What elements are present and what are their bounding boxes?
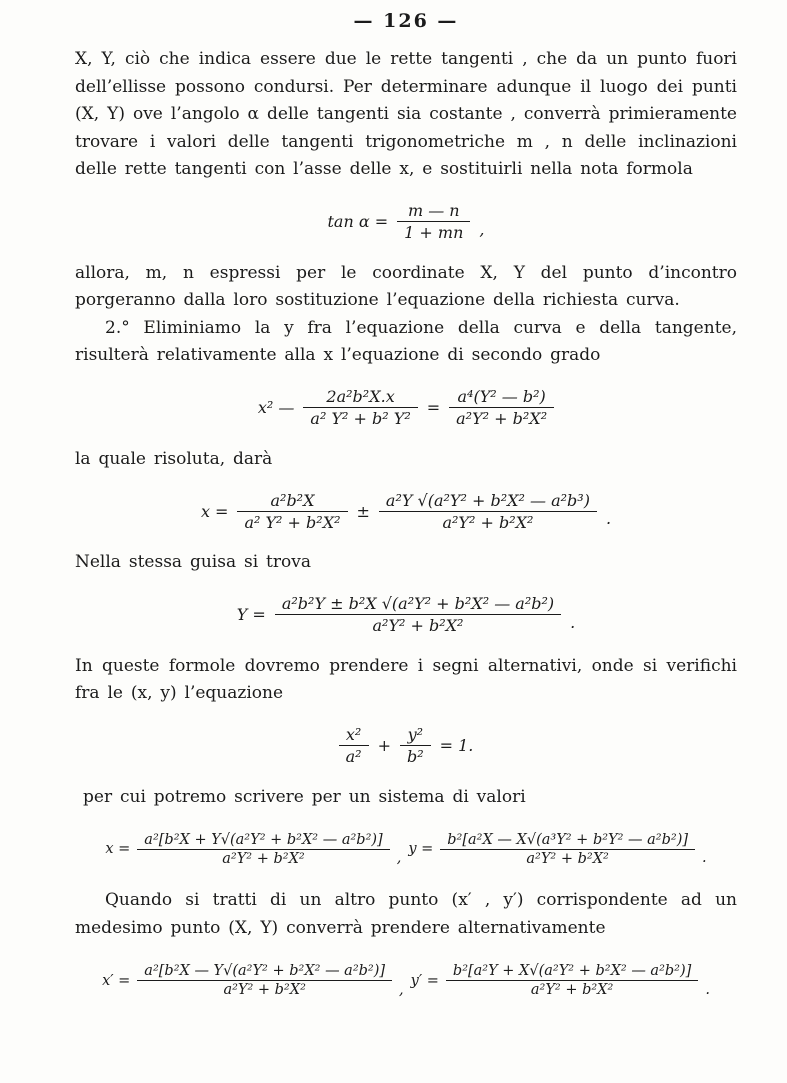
math-denominator: a² [339,745,369,767]
formula-ellipse-equation [75,717,737,775]
math-plus: + [377,736,391,756]
math-numerator: m — n [407,201,460,221]
paragraph-per-cui: per cui potremo scrivere per un sistema di valori [83,786,526,807]
math-denominator: a²Y² + b²X² [137,849,389,868]
math-denominator: a²Y² + b²X² [379,511,597,533]
paragraph-quando-si-tratti: Quando si tratti di un altro punto (x′ , y′) corrispondente ad un medesimo punto (X, Y) converrà prendere alternativamente [75,890,737,938]
math-lhs: x = [105,841,131,858]
math-numerator: a⁴(Y² — b²) [457,387,546,407]
math-lhs: Y = [236,605,266,625]
math-numerator: x² [345,725,362,745]
paragraph-eliminiamo: 2.° Eliminiamo la y fra l’equazione della curva e della tangente, risulterà relativamente alla x l’equazione di secondo grado [75,317,737,366]
paragraph-allora: allora, m, n espressi per le coordinate X, Y del punto d’incontro porgeranno dalla loro sostituzione l’equazione della richiesta curva. [75,262,737,311]
math-separator: , [399,981,404,998]
math-lhs: x = [200,501,229,521]
paragraph-nella-stessa: Nella stessa guisa si trova [75,552,311,573]
fraction [397,200,470,243]
math-punctuation: . [570,612,576,632]
math-numerator: 2a²b²X.x [326,387,395,407]
fraction [400,724,431,767]
math-numerator: b²[a²X — X√(a³Y² + b²Y² — a²b²)] [447,831,689,848]
math-numerator: y² [407,725,424,745]
math-punctuation: . [702,850,707,867]
paragraph-tangents-intro: X, Y, ciò che indica essere due le rette tangenti , che da un punto fuori dell’ellisse possono condursi. Per determinare adunque il luogo dei punti (X, Y) ove l’angolo α delle tangenti sia costante , converrà primieramente trovare i valori delle tangenti trigonometriche m , n delle inclinazioni delle rette tangenti con l’asse delle x, e sostituirli nella nota formola [75,49,737,180]
math-lhs: x′ = [102,972,131,989]
formula-tan-alpha [75,193,737,251]
math-equals-one: = 1. [439,736,474,756]
math-denominator: 1 + mn [397,221,470,243]
math-lhs: y′ = [410,972,439,989]
fraction [137,831,389,868]
fraction [449,386,554,429]
paragraph-la-quale: la quale risoluta, darà [75,448,273,469]
math-numerator: a²[b²X + Y√(a²Y² + b²X² — a²b²)] [144,831,383,848]
fraction [237,490,347,533]
paragraph-in-queste-formole: In queste formole dovremo prendere i segni alternativi, onde si verifichi fra le (x, y) l’equazione [75,655,737,704]
math-punctuation: , [479,219,485,239]
math-plus-minus: ± [356,501,370,521]
math-separator: , [396,850,402,867]
formula-Y-solution [75,586,737,644]
math-punctuation: . [605,509,612,529]
math-denominator: a² Y² + b²X² [237,511,347,533]
math-numerator: a²[b²X — Y√(a²Y² + b²X² — a²b²)] [144,963,386,979]
formula-xy-system [61,820,751,878]
fraction [275,593,561,636]
fraction [379,490,597,533]
fraction [137,962,392,999]
math-denominator: b² [400,745,431,767]
fraction [303,386,417,429]
formula-second-degree-equation [75,379,737,437]
math-denominator: a² Y² + b² Y² [303,407,417,429]
math-lhs: y = [408,841,434,858]
page-number-header: — 126 — [353,10,459,32]
math-punctuation: . [705,981,710,998]
math-denominator: a²Y² + b²X² [275,614,561,636]
math-denominator: a²Y² + b²X² [440,849,695,868]
fraction [440,831,695,868]
math-lhs: tan α = [327,212,389,232]
math-numerator: a²b²Y ± b²X √(a²Y² + b²X² — a²b²) [281,594,555,614]
formula-x-solution [75,482,737,540]
fraction [446,962,698,999]
math-numerator: b²[a²Y + X√(a²Y² + b²X² — a²b²)] [452,963,692,979]
math-equals: = [426,398,441,418]
formula-xy-prime-system [61,952,751,1010]
math-lhs: x² — [257,398,295,418]
math-denominator: a²Y² + b²X² [449,407,554,429]
math-numerator: a²b²X [270,490,315,510]
fraction [339,724,369,767]
math-denominator: a²Y² + b²X² [446,980,698,999]
math-numerator: a²Y √(a²Y² + b²X² — a²b³) [385,490,590,510]
math-denominator: a²Y² + b²X² [137,980,392,999]
